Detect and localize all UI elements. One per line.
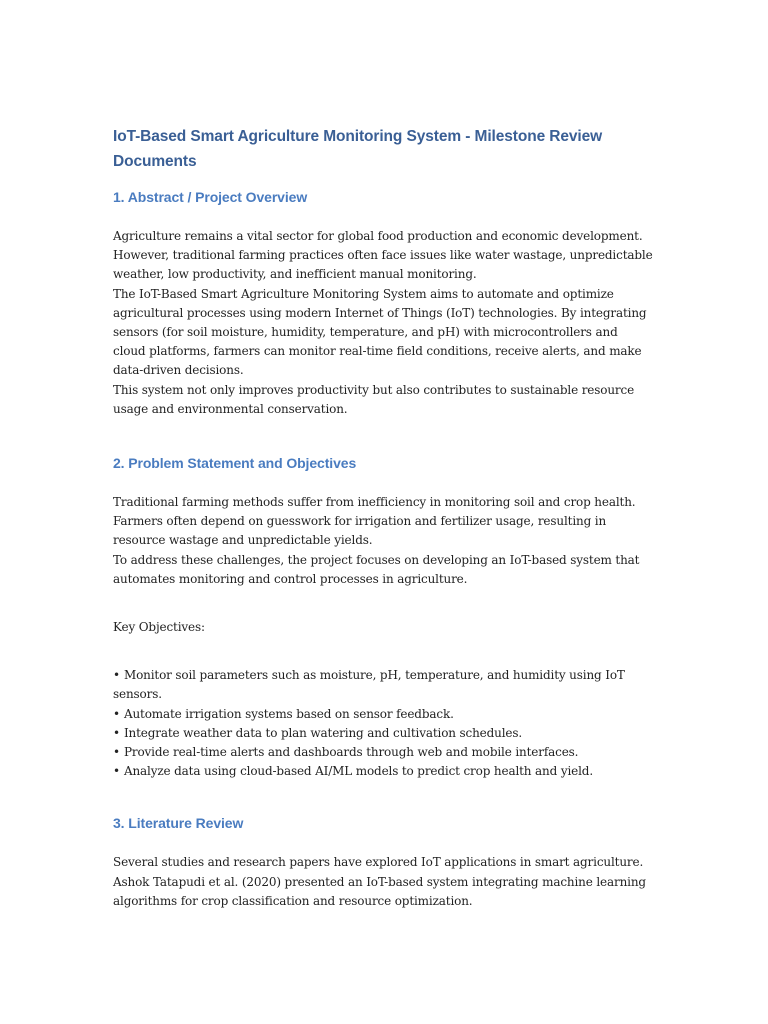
bullet-icon: • xyxy=(113,764,120,779)
section-literature-review xyxy=(113,813,653,911)
document-body xyxy=(113,124,653,911)
section-heading-literature-review: 3. Literature Review xyxy=(113,815,244,832)
literature-paragraph-1: Several studies and research papers have explored IoT applications in smart agriculture. xyxy=(113,855,644,870)
objective-text: Monitor soil parameters such as moisture, pH, temperature, and humidity using IoT sensors. xyxy=(113,668,625,702)
problem-paragraph-1: Traditional farming methods suffer from inefficiency in monitoring soil and crop health. Farmers often depend on guesswork for irrigation and fertilizer usage, resulting in resource wastage and unpredictable yields. xyxy=(113,495,636,548)
section-problem-statement xyxy=(113,453,653,781)
objective-text: Automate irrigation systems based on sensor feedback. xyxy=(123,706,454,721)
objective-text: Analyze data using cloud-based AI/ML models to predict crop health and yield. xyxy=(123,764,593,779)
literature-paragraph-2: Ashok Tatapudi et al. (2020) presented an IoT-based system integrating machine learning algorithms for crop classification and resource optimization. xyxy=(113,874,646,908)
document-title: IoT-Based Smart Agriculture Monitoring System - Milestone Review Documents xyxy=(113,128,603,170)
list-item xyxy=(113,705,653,724)
list-item xyxy=(113,743,653,762)
objectives-list xyxy=(113,666,653,781)
bullet-icon: • xyxy=(113,668,120,683)
list-item xyxy=(113,762,653,781)
objective-text: Provide real-time alerts and dashboards through web and mobile interfaces. xyxy=(123,745,579,760)
bullet-icon: • xyxy=(113,745,120,760)
objective-text: Integrate weather data to plan watering and cultivation schedules. xyxy=(123,725,523,740)
bullet-icon: • xyxy=(113,706,120,721)
abstract-paragraph-3: This system not only improves productivity but also contributes to sustainable resource usage and environmental conservation. xyxy=(113,382,635,416)
problem-paragraph-2: To address these challenges, the project focuses on developing an IoT-based system that automates monitoring and control processes in agriculture. xyxy=(113,552,640,586)
section-heading-abstract: 1. Abstract / Project Overview xyxy=(113,189,308,205)
abstract-paragraph-2: The IoT-Based Smart Agriculture Monitoring System aims to automate and optimize agricultural processes using modern Internet of Things (IoT) technologies. By integrating sensors (for soil moisture, humidity, temperature, and pH) with microcontrollers and cloud platforms, farmers can monitor real-time field conditions, receive alerts, and make data-driven decisions. xyxy=(113,286,647,378)
objectives-label: Key Objectives: xyxy=(113,620,205,635)
list-item xyxy=(113,724,653,743)
section-abstract xyxy=(113,187,653,419)
bullet-icon: • xyxy=(113,725,120,740)
abstract-paragraph-1: Agriculture remains a vital sector for global food production and economic development. However, traditional farming practices often face issues like water wastage, unpredictable weather, low productivity, and inefficient manual monitoring. xyxy=(113,229,653,282)
list-item xyxy=(113,666,653,704)
section-heading-problem-statement: 2. Problem Statement and Objectives xyxy=(113,455,357,472)
